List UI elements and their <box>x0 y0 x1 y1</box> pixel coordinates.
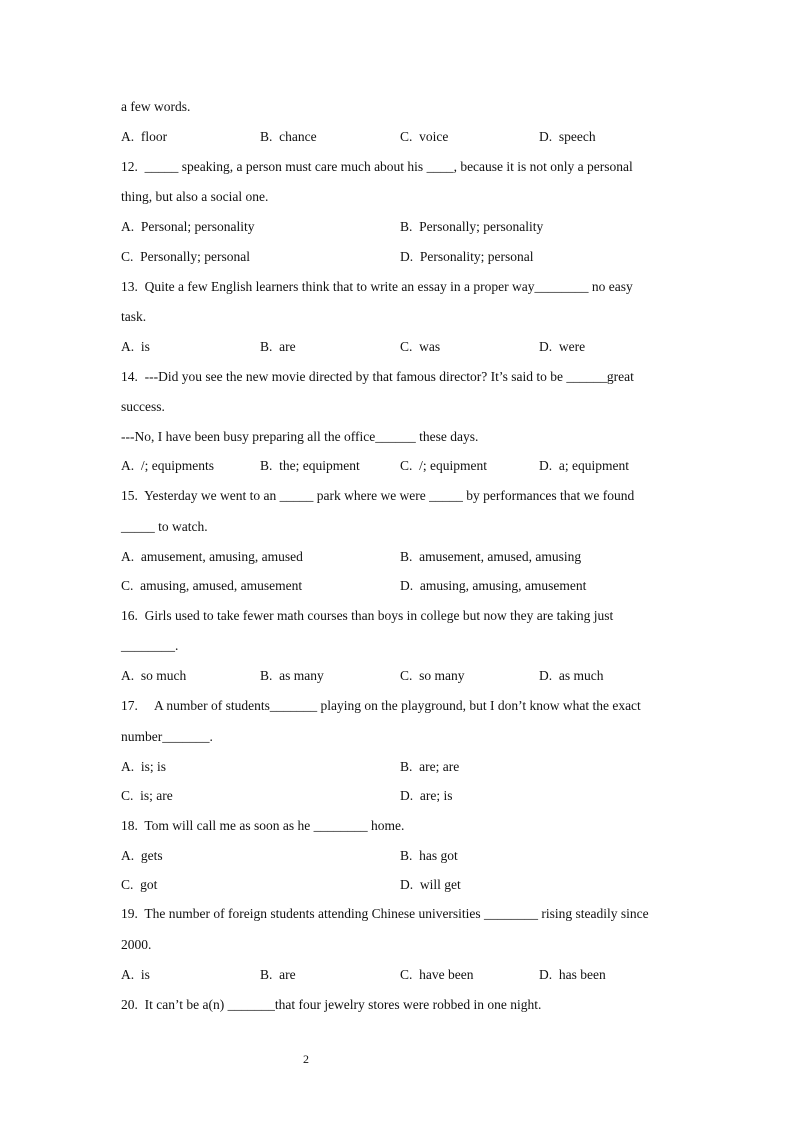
q12-option-d: D. Personality; personal <box>400 249 534 264</box>
q14-option-d: D. a; equipment <box>539 458 629 473</box>
q14-option-c: C. /; equipment <box>400 458 487 473</box>
q18-option-c: C. got <box>121 877 158 892</box>
q12-option-b: B. Personally; personality <box>400 219 544 234</box>
q18-stem-line-1: 18. Tom will call me as soon as he ________ home. <box>121 818 405 833</box>
q17-option-b: B. are; are <box>400 759 460 774</box>
q13-option-d: D. were <box>539 339 586 354</box>
q19-option-c: C. have been <box>400 967 474 982</box>
q17-stem-line-1: 17. A number of students_______ playing on the playground, but I don’t know what the exact <box>121 698 641 713</box>
q13-option-c: C. was <box>400 339 441 354</box>
q20-stem-line-1: 20. It can’t be a(n) _______that four jewelry stores were robbed in one night. <box>121 997 542 1012</box>
q15-stem-line-2: _____ to watch. <box>121 519 208 534</box>
q11-option-b: B. chance <box>260 129 317 144</box>
q12-stem-line-2: thing, but also a social one. <box>121 189 269 204</box>
q18-option-b: B. has got <box>400 848 458 863</box>
q14-stem-line-3: ---No, I have been busy preparing all the office______ these days. <box>121 429 479 444</box>
q11-option-c: C. voice <box>400 129 449 144</box>
q15-option-b: B. amusement, amused, amusing <box>400 549 582 564</box>
q14-option-a: A. /; equipments <box>121 458 214 473</box>
q17-option-a: A. is; is <box>121 759 167 774</box>
q18-option-d: D. will get <box>400 877 461 892</box>
page-number: 2 <box>303 1052 309 1066</box>
q13-option-a: A. is <box>121 339 150 354</box>
q12-option-c: C. Personally; personal <box>121 249 250 264</box>
q17-stem-line-2: number_______. <box>121 729 213 744</box>
q13-option-b: B. are <box>260 339 296 354</box>
q15-option-d: D. amusing, amusing, amusement <box>400 578 587 593</box>
q19-stem-line-2: 2000. <box>121 937 152 952</box>
q16-option-a: A. so much <box>121 668 187 683</box>
q17-option-c: C. is; are <box>121 788 173 803</box>
q16-option-b: B. as many <box>260 668 324 683</box>
q19-option-a: A. is <box>121 967 150 982</box>
q13-stem-line-2: task. <box>121 309 147 324</box>
q18-option-a: A. gets <box>121 848 163 863</box>
q19-option-d: D. has been <box>539 967 606 982</box>
q12-option-a: A. Personal; personality <box>121 219 255 234</box>
q16-option-d: D. as much <box>539 668 604 683</box>
q17-option-d: D. are; is <box>400 788 453 803</box>
q14-option-b: B. the; equipment <box>260 458 360 473</box>
q14-stem-line-2: success. <box>121 399 165 414</box>
q15-option-a: A. amusement, amusing, amused <box>121 549 303 564</box>
q15-stem-line-1: 15. Yesterday we went to an _____ park where we were _____ by performances that we found <box>121 488 635 503</box>
q12-stem-line-1: 12. _____ speaking, a person must care much about his ____, because it is not only a personal <box>121 159 633 174</box>
q16-stem-line-1: 16. Girls used to take fewer math courses than boys in college but now they are taking just <box>121 608 614 623</box>
intro-line: a few words. <box>121 99 191 114</box>
q16-option-c: C. so many <box>400 668 465 683</box>
q16-stem-line-2: ________. <box>121 638 179 653</box>
q19-option-b: B. are <box>260 967 296 982</box>
q11-option-a: A. floor <box>121 129 168 144</box>
q13-stem-line-1: 13. Quite a few English learners think that to write an essay in a proper way________ no easy <box>121 279 633 294</box>
q14-stem-line-1: 14. ---Did you see the new movie directed by that famous director? It’s said to be ______great <box>121 369 634 384</box>
q11-option-d: D. speech <box>539 129 596 144</box>
q19-stem-line-1: 19. The number of foreign students attending Chinese universities ________ rising steadily since <box>121 906 649 921</box>
q15-option-c: C. amusing, amused, amusement <box>121 578 303 593</box>
